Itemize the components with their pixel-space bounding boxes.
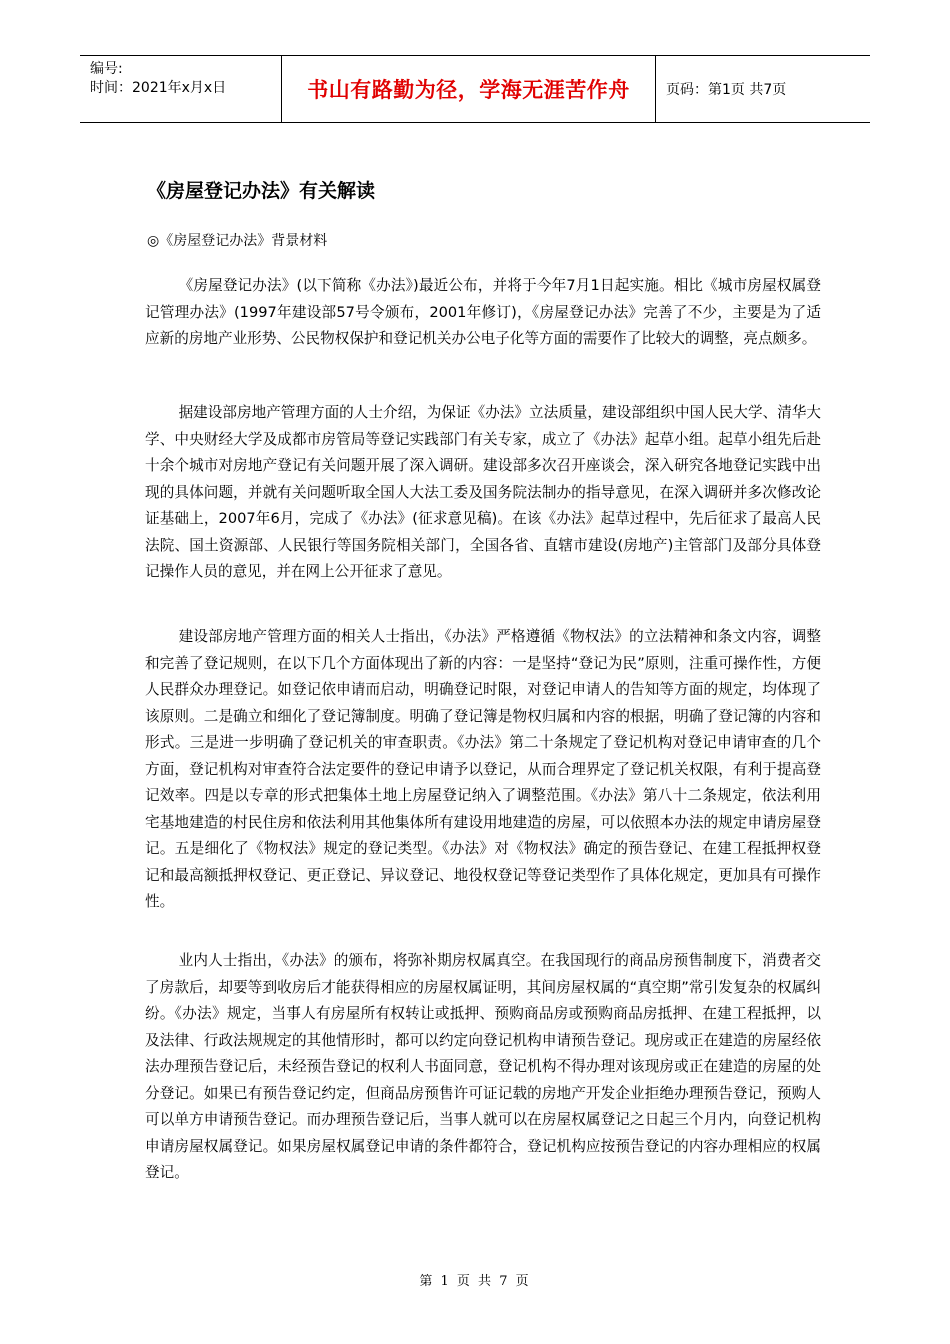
body-paragraph: 《房屋登记办法》(以下简称《办法》)最近公布，并将于今年7月1日起实施。相比《城市房屋权属登记管理办法》(1997年建设部57号令颁布，2001年修订)，《房屋登记办法》完善了不少，主要是为了适应新的房地产业形势、公民物权保护和登记机关办公电子化等方面的需要作了比较大的调整，亮点颇多。	[145, 277, 821, 347]
body-paragraph: 业内人士指出，《办法》的颁布，将弥补期房权属真空。在我国现行的商品房预售制度下，消费者交了房款后，却要等到收房后才能获得相应的房屋权属证明，其间房屋权属的“真空期”常引发复杂的权属纠纷。《办法》规定，当事人有房屋所有权转让或抵押、预购商品房或预购商品房抵押、在建工程抵押，以及法律、行政法规规定的其他情形时，都可以约定向登记机构申请预告登记。现房或正在建造的房屋经依法办理预告登记后，未经预告登记的权利人书面同意，登记机构不得办理对该现房或正在建造的房屋的处分登记。如果已有预告登记约定，但商品房预售许可证记载的房地产开发企业拒绝办理预告登记，预购人可以单方申请预告登记。而办理预告登记后，当事人就可以在房屋权属登记之日起三个月内，向登记机构申请房屋权属登记。如果房屋权属登记申请的条件都符合，登记机构应按预告登记的内容办理相应的权属登记。	[145, 952, 821, 1181]
document-number-label: 编号:	[90, 61, 123, 77]
header-page-info: 页码：第1页 共7页	[666, 82, 787, 98]
document-subtitle: ◎《房屋登记办法》背景材料	[147, 233, 328, 249]
document-time-label: 时间：2021年x月x日	[90, 80, 227, 96]
body-paragraph: 据建设部房地产管理方面的人士介绍，为保证《办法》立法质量，建设部组织中国人民大学、清华大学、中央财经大学及成都市房管局等登记实践部门有关专家，成立了《办法》起草小组。起草小组先后赴十余个城市对房地产登记有关问题开展了深入调研。建设部多次召开座谈会，深入研究各地登记实践中出现的具体问题，并就有关问题听取全国人大法工委及国务院法制办的指导意见，在深入调研并多次修改论证基础上，2007年6月，完成了《办法》(征求意见稿)。在该《办法》起草过程中，先后征求了最高人民法院、国土资源部、人民银行等国务院相关部门，全国各省、直辖市建设(房地产)主管部门及部分具体登记操作人员的意见，并在网上公开征求了意见。	[145, 404, 821, 580]
document-header	[80, 55, 870, 123]
document-title: 《房屋登记办法》有关解读	[147, 180, 376, 202]
header-meta	[80, 56, 282, 122]
header-motto: 书山有路勤为径，学海无涯苦作舟	[282, 56, 656, 122]
page-footer: 第 1 页 共 7 页	[419, 1274, 531, 1289]
body-paragraph: 建设部房地产管理方面的相关人士指出，《办法》严格遵循《物权法》的立法精神和条文内容，调整和完善了登记规则，在以下几个方面体现出了新的内容：一是坚持“登记为民”原则，注重可操作性，方便人民群众办理登记。如登记依申请而启动，明确登记时限，对登记申请人的告知等方面的规定，均体现了该原则。二是确立和细化了登记簿制度。明确了登记簿是物权归属和内容的根据，明确了登记簿的内容和形式。三是进一步明确了登记机关的审查职责。《办法》第二十条规定了登记机构对登记申请审查的几个方面，登记机构对审查符合法定要件的登记申请予以登记，从而合理界定了登记机关权限，有利于提高登记效率。四是以专章的形式把集体土地上房屋登记纳入了调整范围。《办法》第八十二条规定，依法利用宅基地建造的村民住房和依法利用其他集体所有建设用地建造的房屋，可以依照本办法的规定申请房屋登记。五是细化了《物权法》规定的登记类型。《办法》对《物权法》确定的预告登记、在建工程抵押权登记和最高额抵押权登记、更正登记、异议登记、地役权登记等登记类型作了具体化规定，更加具有可操作性。	[145, 628, 821, 910]
